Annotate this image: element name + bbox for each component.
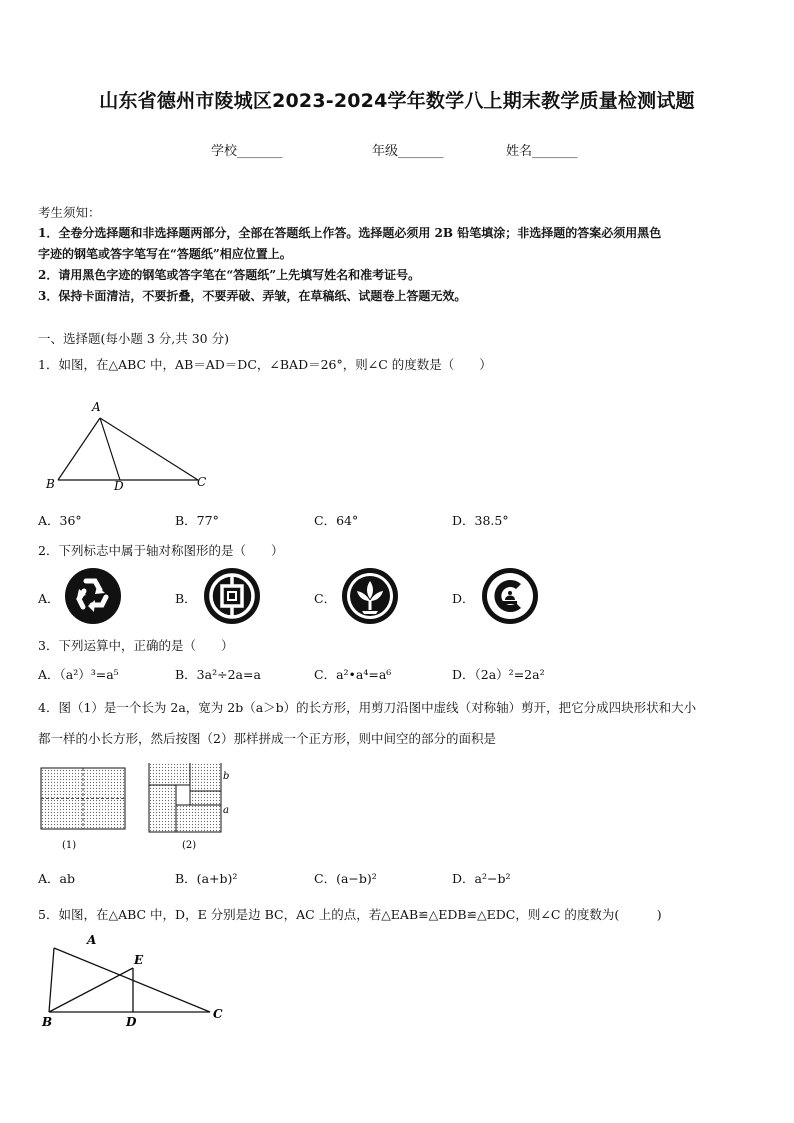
- name-field[interactable]: 姓名_______: [506, 144, 578, 159]
- point-label-d: D: [114, 479, 124, 493]
- question-2-option-b[interactable]: B．: [175, 591, 197, 606]
- question-2-stem: 2．下列标志中属于轴对称图形的是（ ）: [38, 543, 284, 558]
- point-label-b: B: [46, 477, 55, 491]
- figure-2-label-a: a: [223, 805, 229, 816]
- point-label-c: C: [213, 1007, 223, 1021]
- question-4-stem-line-2: 都一样的小长方形，然后按图（2）那样拼成一个正方形，则中间空的部分的面积是: [38, 731, 496, 746]
- question-3-option-b[interactable]: B．3a²÷2a=a: [175, 667, 261, 682]
- notice-item-1-line-1: 1．全卷分选择题和非选择题两部分，全部在答题纸上作答。选择题必须用 2B 铅笔填涂；非选择题的答案必须用黑色: [38, 226, 662, 240]
- point-label-a: A: [87, 933, 97, 947]
- notice-item-1-line-2: 字迹的钢笔或答字笔写在“答题纸”相应位置上。: [38, 247, 292, 261]
- question-1-option-a[interactable]: A．36°: [38, 513, 82, 528]
- school-field[interactable]: 学校_______: [211, 144, 283, 159]
- question-4-stem-line-1: 4．图（1）是一个长为 2a，宽为 2b（a＞b）的长方形，用剪刀沿图中虚线（对称轴）剪开，把它分成四块形状和大小: [38, 700, 697, 715]
- question-3-option-c[interactable]: C．a²•a⁴=a⁶: [314, 667, 392, 682]
- question-2-option-d[interactable]: D．: [452, 591, 475, 606]
- question-3-option-a[interactable]: A．（a²）³=a⁵: [38, 667, 119, 682]
- question-4-option-c[interactable]: C．(a−b)²: [314, 871, 377, 886]
- question-2-option-c[interactable]: C．: [314, 591, 337, 606]
- notice-item-2: 2．请用黑色字迹的钢笔或答字笔在“答题纸”上先填写姓名和准考证号。: [38, 268, 421, 282]
- question-4-option-b[interactable]: B．(a+b)²: [175, 871, 238, 886]
- question-4-figures: [38, 763, 238, 855]
- segment-be: [49, 968, 133, 1012]
- segment-ab: [49, 948, 54, 1012]
- question-4-option-a[interactable]: A．ab: [38, 871, 75, 886]
- question-1-stem: 1．如图，在△ABC 中，AB＝AD＝DC，∠BAD＝26°，则∠C 的度数是（ ）: [38, 357, 492, 372]
- grade-field[interactable]: 年级_______: [372, 144, 444, 159]
- question-1-option-b[interactable]: B．77°: [175, 513, 219, 528]
- question-5-figure: [38, 928, 238, 1030]
- segment-ab: [58, 418, 100, 480]
- question-3-stem: 3．下列运算中，正确的是（ ）: [38, 638, 234, 653]
- question-2-option-a[interactable]: A．: [38, 591, 60, 606]
- plant-seal-logo-icon: [341, 567, 399, 625]
- figure-2-caption: (2): [182, 840, 197, 851]
- section-heading: 一、选择题(每小题 3 分,共 30 分): [38, 331, 229, 346]
- bank-logo-icon: [203, 567, 261, 625]
- question-1-option-d[interactable]: D．38.5°: [452, 513, 509, 528]
- segment-ac: [100, 418, 198, 480]
- point-label-c: C: [197, 475, 207, 489]
- question-3-option-d[interactable]: D．（2a）²=2a²: [452, 667, 545, 682]
- figure-1-caption: (1): [62, 840, 77, 851]
- point-label-b: B: [42, 1015, 53, 1029]
- segment-ac: [54, 948, 210, 1012]
- point-label-e: E: [134, 953, 144, 967]
- segment-ad: [100, 418, 120, 480]
- question-1-figure: [40, 396, 215, 496]
- c-logo-icon: [481, 567, 539, 625]
- point-label-a: A: [92, 400, 101, 414]
- question-1-option-c[interactable]: C．64°: [314, 513, 359, 528]
- page-title: 山东省德州市陵城区2023-2024学年数学八上期末教学质量检测试题: [99, 90, 695, 112]
- figure-2-label-b: b: [223, 771, 230, 782]
- point-label-d: D: [126, 1015, 137, 1029]
- question-5-stem: 5．如图，在△ABC 中，D，E 分别是边 BC，AC 上的点，若△EAB≌△EDB≌△EDC，则∠C 的度数为( ): [38, 907, 662, 922]
- notice-item-3: 3．保持卡面清洁，不要折叠，不要弄破、弄皱，在草稿纸、试题卷上答题无效。: [38, 289, 467, 303]
- figure-2-center-hole: [176, 785, 190, 805]
- notice-heading: 考生须知：: [38, 205, 101, 220]
- question-4-option-d[interactable]: D．a²−b²: [452, 871, 511, 886]
- recycle-logo-icon: [64, 567, 122, 625]
